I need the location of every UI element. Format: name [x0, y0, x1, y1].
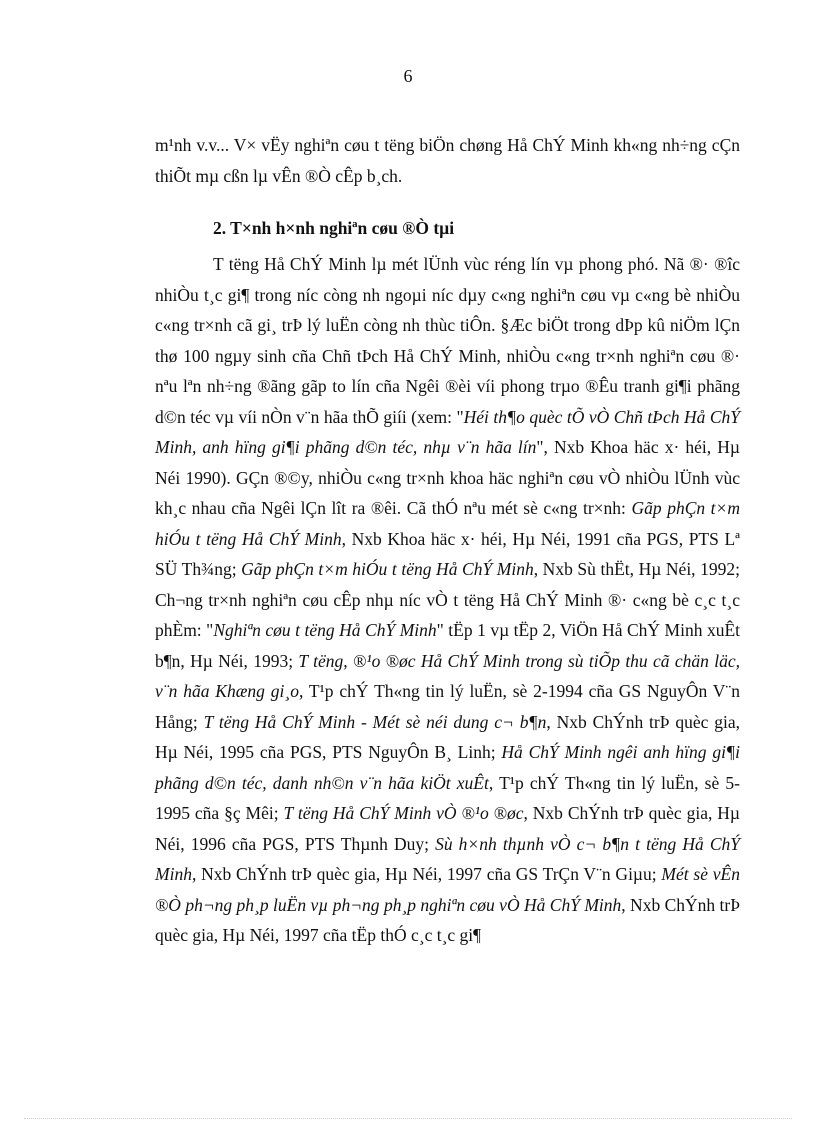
italic-citation: Gãp phÇn t×m hiÓu t tëng Hå ChÝ Minh	[241, 559, 534, 579]
italic-citation: Sù h×nh thµnh vÒ c¬ b¶n t tëng Hå ChÝ Minh	[155, 833, 740, 884]
paragraph-text: , Nxb Khoa häc x· héi, Hµ Néi, 1991 cña PGS, PTS Lª SÜ Th¾ng;	[155, 528, 740, 579]
document-body	[155, 130, 740, 951]
paragraph-text: ", Nxb Khoa häc x· héi, Hµ Néi 1990). GÇn ®©y, nhiÒu c«ng tr×nh khoa häc nghiªn cøu vÒ nhiÒu lÜnh vùc kh¸c nhau cña Ngêi lÇn lît ra ®êi. Cã thÓ nªu mét sè c«ng tr×nh:	[155, 437, 740, 518]
paragraph-text: T tëng Hå ChÝ Minh lµ mét lÜnh vùc réng lín vµ phong phó. Nã ®· ®îc nhiÒu t¸c gi¶ trong níc còng nh ngoµi níc dµy c«ng nghiªn cøu vµ c«ng bè nhiÒu c«ng tr×nh cã gi¸ trÞ lý luËn còng nh thùc tiÔn. §Æc biÖt trong dÞp kû niÖm lÇn thø 100 ngµy sinh cña Chñ tÞch Hå ChÝ Minh, nhiÒu c«ng tr×nh nghiªn cøu ®· nªu lªn nh÷ng ®ãng gãp to lín cña Ngêi ®èi víi phong trµo ®Êu tranh gi¶i phãng d©n téc vµ víi nÒn v¨n hãa thÕ giíi (xem: "	[155, 254, 740, 427]
italic-citation: Mét sè vÊn ®Ò ph¬ng ph¸p luËn vµ ph¬ng ph¸p nghiªn cøu vÒ Hå ChÝ Minh	[155, 864, 740, 915]
page-bottom-border	[24, 1118, 792, 1119]
paragraph-text: , T¹p chÝ Th«ng tin lý luËn, sè 2-1994 cña GS NguyÔn V¨n Hång;	[155, 681, 740, 732]
italic-citation: Héi th¶o quèc tÕ vÒ Chñ tÞch Hå ChÝ Minh, anh hïng gi¶i phãng d©n téc, nhµ v¨n hãa lín	[155, 406, 740, 457]
italic-citation: T tëng Hå ChÝ Minh vÒ ®¹o ®øc	[283, 803, 524, 823]
paragraph-text: , T¹p chÝ Th«ng tin lý luËn, sè 5-1995 cña §ç Mêi;	[155, 772, 740, 823]
paragraph-text: , Nxb ChÝnh trÞ quèc gia, Hµ Néi, 1997 cña tËp thÓ c¸c t¸c gi¶	[155, 894, 740, 945]
italic-citation: Gãp phÇn t×m hiÓu t tëng Hå ChÝ Minh	[155, 498, 740, 549]
paragraph-text: , Nxb ChÝnh trÞ quèc gia, Hµ Néi, 1997 cña GS TrÇn V¨n Giµu;	[191, 864, 662, 884]
paragraph-intro: m¹nh v.v... V× vËy nghiªn cøu t tëng biÖn chøng Hå ChÝ Minh kh«ng nh÷ng cÇn thiÕt mµ cßn lµ vÊn ®Ò cÊp b¸ch.	[155, 135, 740, 186]
paragraph-text: " tËp 1 vµ tËp 2, ViÖn Hå ChÝ Minh xuÊt b¶n, Hµ Néi, 1993;	[155, 620, 741, 671]
italic-citation: Hå ChÝ Minh ngêi anh hïng gi¶i phãng d©n téc, danh nh©n v¨n hãa kiÖt xuÊt	[155, 742, 740, 793]
section-heading: 2. T×nh h×nh nghiªn cøu ®Ò tµi	[213, 218, 455, 238]
paragraph-research-status	[155, 249, 740, 951]
italic-citation: Nghiªn cøu t tëng Hå ChÝ Minh	[213, 620, 437, 640]
paragraph-text: , Nxb ChÝnh trÞ quèc gia, Hµ Néi, 1996 cña PGS, PTS Thµnh Duy;	[155, 803, 741, 854]
italic-citation: T tëng, ®¹o ®øc Hå ChÝ Minh trong sù tiÕp thu cã chän läc, v¨n hãa Khæng gi¸o	[155, 650, 741, 701]
paragraph-text: , Nxb Sù thËt, Hµ Néi, 1992; Ch¬ng tr×nh nghiªn cøu cÊp nhµ níc vÒ t tëng Hå ChÝ Minh ®· c«ng bè c¸c t¸c phÈm: "	[155, 559, 741, 640]
page-number: 6	[403, 66, 413, 86]
italic-citation: T tëng Hå ChÝ Minh - Mét sè néi dung c¬ b¶n	[203, 711, 547, 732]
paragraph-text: , Nxb ChÝnh trÞ quèc gia, Hµ Néi, 1995 cña PGS, PTS NguyÔn B¸ Linh;	[155, 711, 740, 762]
